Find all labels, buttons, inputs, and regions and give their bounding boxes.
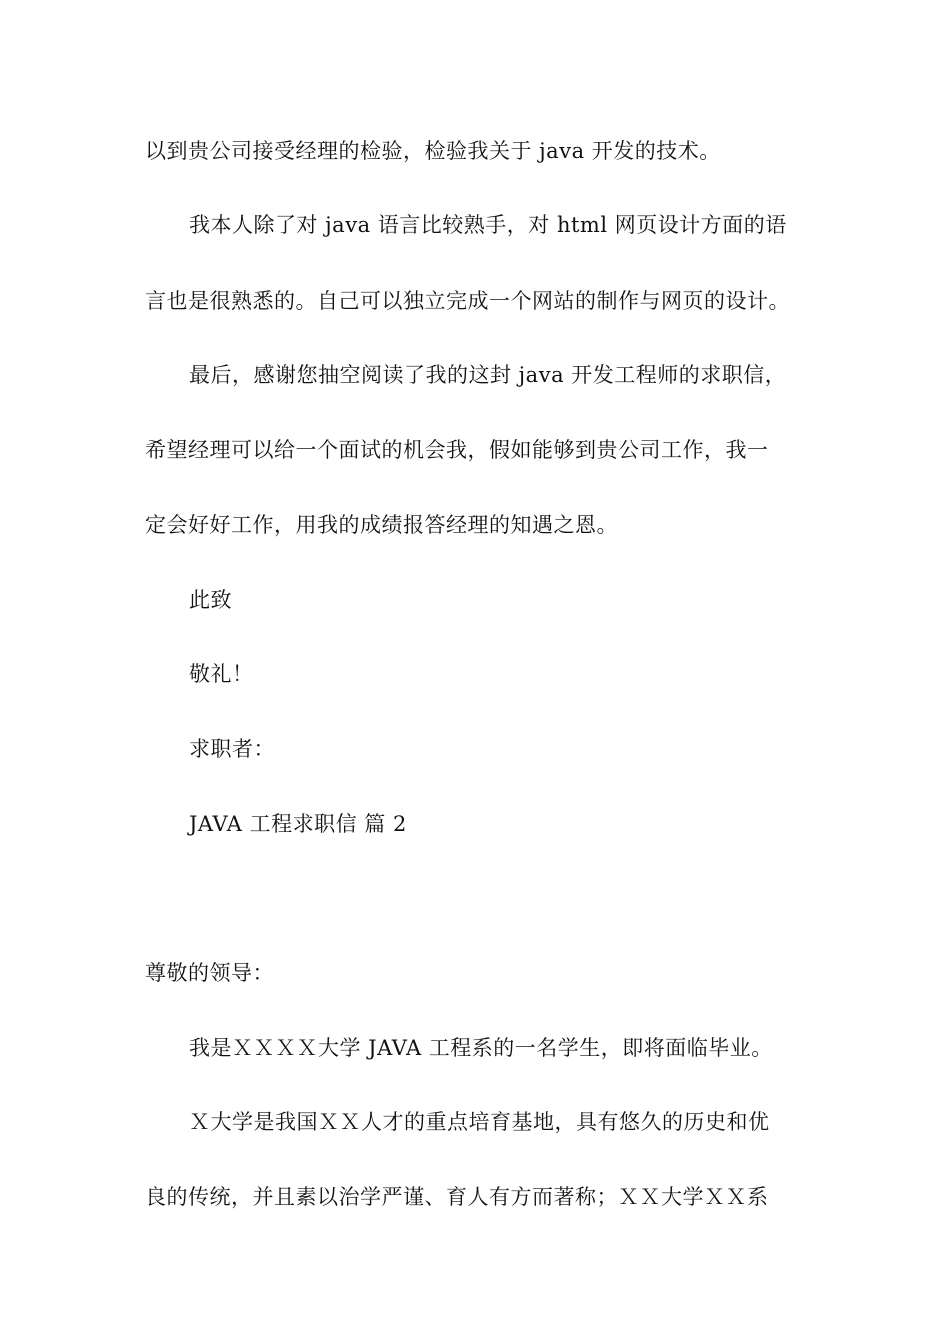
applicant-signature: 求职者： (189, 737, 275, 761)
text-line-13: Ｘ大学是我国ＸＸ人才的重点培育基地，具有悠久的历史和优 (189, 1110, 770, 1134)
section-heading: JAVA 工程求职信 篇 2 (189, 812, 407, 836)
text-line-6: 定会好好工作，用我的成绩报答经理的知遇之恩。 (145, 513, 618, 537)
text-line-5: 希望经理可以给一个面试的机会我，假如能够到贵公司工作，我一 (145, 438, 769, 462)
text-line-1: 以到贵公司接受经理的检验，检验我关于 java 开发的技术。 (145, 139, 721, 163)
text-line-3: 言也是很熟悉的。自己可以独立完成一个网站的制作与网页的设计。 (145, 289, 790, 313)
closing-salutation: 此致 (189, 588, 232, 612)
text-line-4: 最后，感谢您抽空阅读了我的这封 java 开发工程师的求职信， (189, 363, 787, 387)
greeting: 尊敬的领导： (145, 961, 274, 985)
text-line-12: 我是ＸＸＸＸ大学 JAVA 工程系的一名学生，即将面临毕业。 (189, 1036, 773, 1060)
text-line-2: 我本人除了对 java 语言比较熟手，对 html 网页设计方面的语 (189, 213, 787, 237)
text-line-14: 良的传统，并且素以治学严谨、育人有方而著称；ＸＸ大学ＸＸ系 (145, 1185, 769, 1209)
closing-regards: 敬礼！ (189, 662, 254, 686)
